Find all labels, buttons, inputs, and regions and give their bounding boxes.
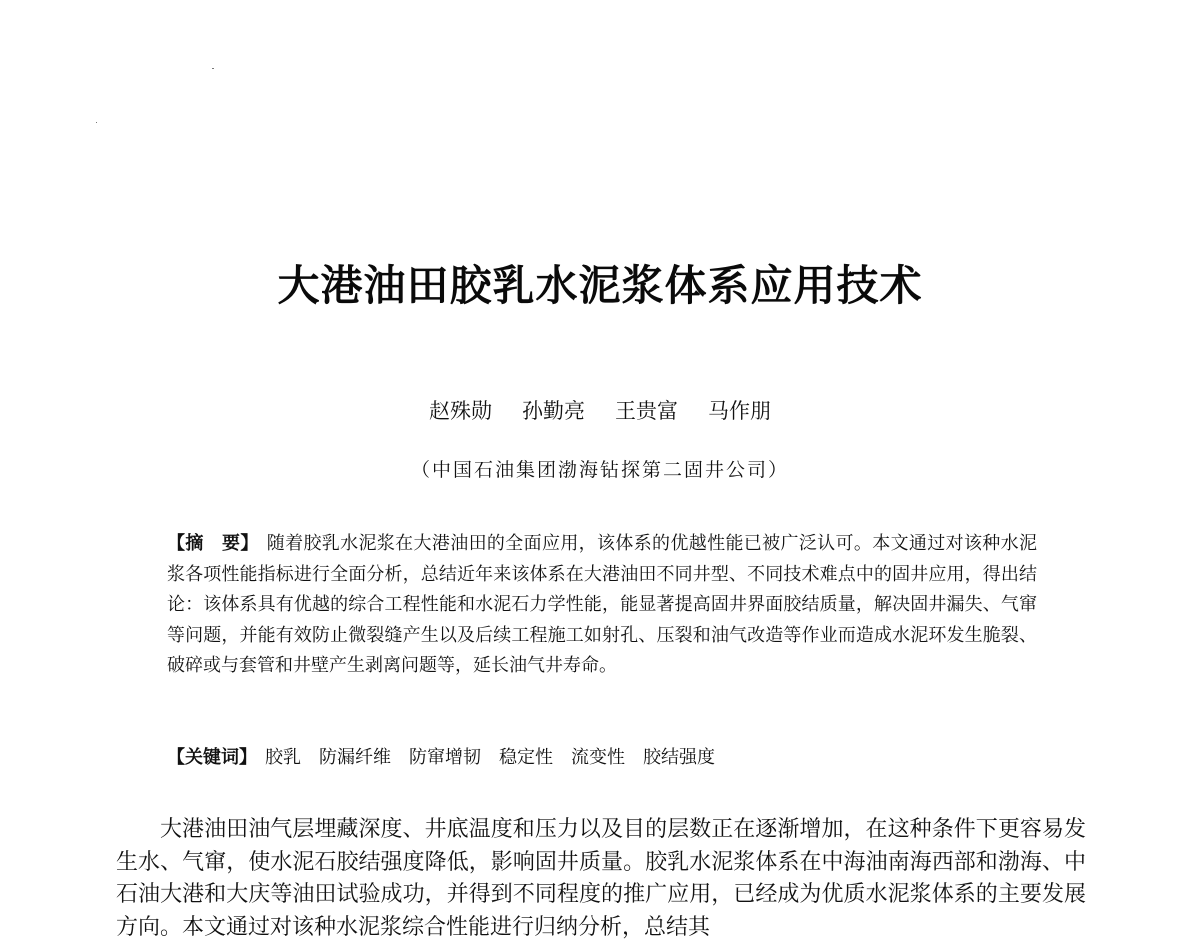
keywords-label: 【关键词】 xyxy=(167,747,257,768)
abstract xyxy=(167,529,1037,682)
author-name: 孙勤亮 xyxy=(522,399,585,423)
keyword: 稳定性 xyxy=(499,747,553,768)
scan-speck xyxy=(212,68,214,69)
abstract-text: 随着胶乳水泥浆在大港油田的全面应用，该体系的优越性能已被广泛认可。本文通过对该种水泥浆各项性能指标进行全面分析，总结近年来该体系在大港油田不同井型、不同技术难点中的固井应用，得出结论：该体系具有优越的综合工程性能和水泥石力学性能，能显著提高固井界面胶结质量，解决固井漏失、气窜等问题，并能有效防止微裂缝产生以及后续工程施工如射孔、压裂和油气改造等作业而造成水泥环发生脆裂、破碎或与套管和井壁产生剥离问题等，延长油气井寿命。 xyxy=(167,533,1038,676)
author-name: 马作朋 xyxy=(708,399,771,423)
keywords xyxy=(167,743,1037,773)
author-list xyxy=(0,395,1200,425)
keyword: 防漏纤维 xyxy=(319,747,391,768)
paper-title: 大港油田胶乳水泥浆体系应用技术 xyxy=(277,261,923,310)
keyword: 胶结强度 xyxy=(643,747,715,768)
body-paragraph: 大港油田油气层埋藏深度、井底温度和压力以及目的层数正在逐渐增加，在这种条件下更容易发生水、气窜，使水泥石胶结强度降低，影响固井质量。胶乳水泥浆体系在中海油南海西部和渤海、中石油大港和大庆等油田试验成功，并得到不同程度的推广应用，已经成为优质水泥浆体系的主要发展方向。本文通过对该种水泥浆综合性能进行归纳分析，总结其 xyxy=(116,817,1086,940)
abstract-label: 【摘 要】 xyxy=(167,533,259,554)
scan-speck xyxy=(96,122,97,123)
author-affiliation: （中国石油集团渤海钻探第二固井公司） xyxy=(410,459,789,481)
keyword: 胶乳 xyxy=(265,747,301,768)
author-name: 王贵富 xyxy=(615,399,678,423)
keyword: 防窜增韧 xyxy=(409,747,481,768)
author-name: 赵殊勋 xyxy=(429,399,492,423)
keyword: 流变性 xyxy=(571,747,625,768)
